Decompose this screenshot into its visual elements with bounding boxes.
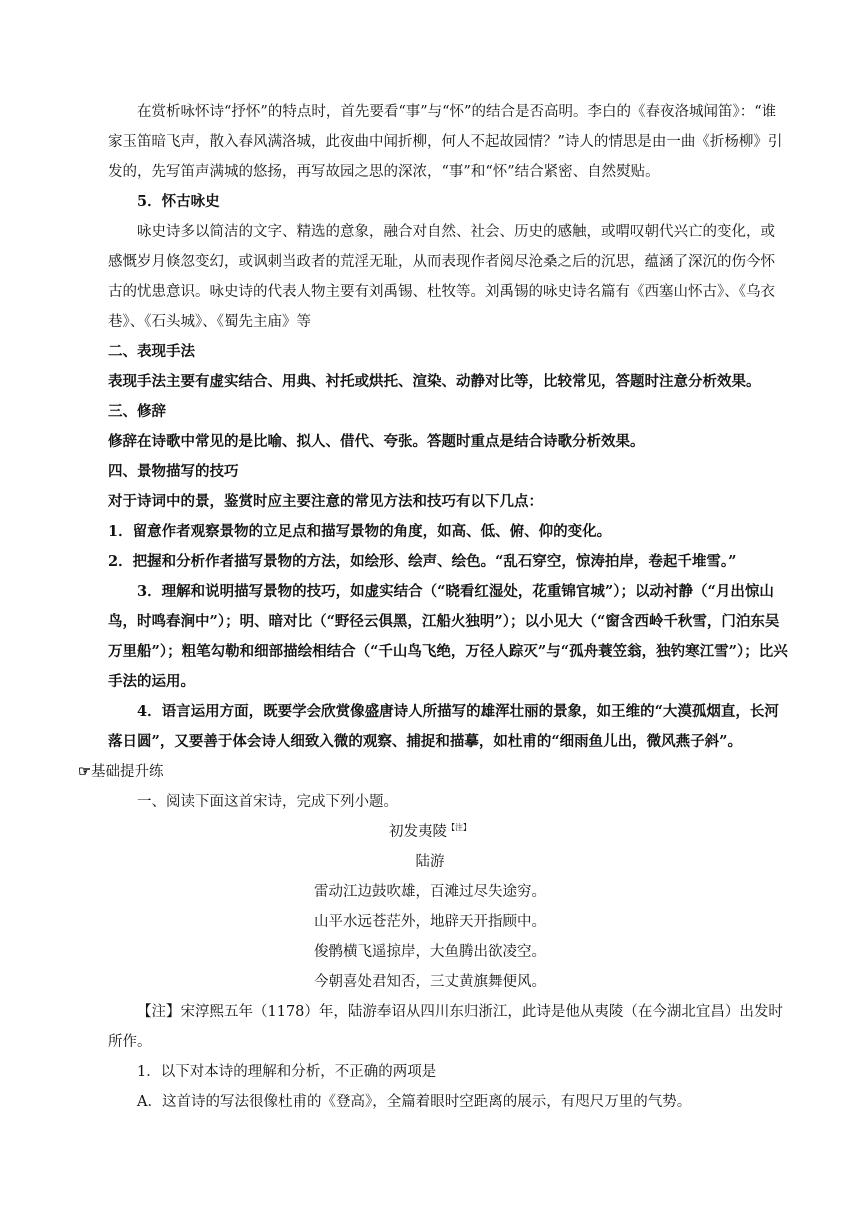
paragraph-4: 对于诗词中的景，鉴赏时应主要注意的常见方法和技巧有以下几点： [108, 493, 543, 510]
list-item-1: 1．留意作者观察景物的立足点和描写景物的角度，如高、低、俯、仰的变化。 [108, 523, 612, 540]
question-1: 1．以下对本诗的理解和分析，不正确的两项是 [137, 1064, 437, 1080]
poem-line: 雷动江边鼓吹雄，百滩过尽失途穷。 [314, 884, 546, 900]
note-marker: 【注】 [447, 823, 471, 832]
question-intro: 一、阅读下面这首宋诗，完成下列小题。 [137, 794, 398, 810]
list-item-2: 2．把握和分析作者描写景物的方法，如绘形、绘声、绘色。“乱石穿空，惊涛拍岸，卷起千堆雪。” [108, 553, 737, 570]
pointing-hand-icon: ☞ [78, 763, 91, 780]
list-item-3: 3．理解和说明描写景物的技巧，如虚实结合（“晓看红湿处，花重锦官城”）；以动衬静（“月出惊山鸟，时鸣春涧中”）；明、暗对比（“野径云俱黑，江船火独明”）；以小见大（“窗含西岭千秋雪，门泊东吴万里船”）；粗笔勾勒和细部描绘相结合（“千山鸟飞绝，万径人踪灭”与“孤舟蓑笠翁，独钓寒江雪”）；比兴手法的运用。 [108, 583, 788, 690]
paragraph-2: 表现手法主要有虚实结合、用典、衬托或烘托、渲染、动静对比等，比较常见，答题时注意分析效果。 [108, 373, 761, 390]
paragraph-3: 修辞在诗歌中常见的是比喻、拟人、借代、夸张。答题时重点是结合诗歌分析效果。 [108, 433, 645, 450]
section-heading-2: 二、表现手法 [108, 343, 195, 360]
poem-note: 【注】宋淳熙五年（1178）年，陆游奉诏从四川东归浙江，此诗是他从夷陵（在今湖北宜昌）出发时所作。 [108, 1004, 783, 1050]
section-heading-3: 三、修辞 [108, 403, 166, 420]
paragraph-5: 咏史诗多以简洁的文字、精选的意象，融合对自然、社会、历史的感触，或喟叹朝代兴亡的变化，或感慨岁月倏忽变幻，或讽刺当政者的荒淫无耻，从而表现作者阅尽沧桑之后的沉思，蕴涵了深沉的伤今怀古的忧患意识。咏史诗的代表人物主要有刘禹锡、杜牧等。刘禹锡的咏史诗名篇有《西塞山怀古》、《乌衣巷》、《石头城》、《蜀先主庙》等 [108, 224, 775, 330]
intro-paragraph: 在赏析咏怀诗“抒怀”的特点时，首先要看“事”与“怀”的结合是否高明。李白的《春夜洛城闻笛》：“谁家玉笛暗飞声，散入春风满洛城，此夜曲中闻折柳，何人不起故园情？”诗人的情思是由一曲《折杨柳》引发的，先写笛声满城的悠扬，再写故园之思的深浓，“事”和“怀”结合紧密、自然熨贴。 [108, 104, 783, 180]
section-heading-4: 四、景物描写的技巧 [108, 463, 239, 480]
poem-line: 俊鹘横飞遥掠岸，大鱼腾出欲凌空。 [314, 944, 546, 960]
poem-author: 陆游 [415, 854, 445, 870]
practice-heading: ☞基础提升练 [78, 763, 164, 780]
option-a: A．这首诗的写法很像杜甫的《登高》，全篇着眼时空距离的展示，有咫尺万里的气势。 [137, 1094, 692, 1110]
poem-title: 初发夷陵$^{【注】}$ [389, 823, 471, 840]
section-heading-5: 5．怀古咏史 [137, 193, 220, 210]
poem-line: 山平水远苍茫外，地辟天开指顾中。 [314, 914, 546, 930]
list-item-4: 4．语言运用方面，既要学会欣赏像盛唐诗人所描写的雄浑壮丽的景象，如王维的“大漠孤烟直，长河落日圆”，又要善于体会诗人细致入微的观察、捕捉和描摹，如杜甫的“细雨鱼儿出，微风燕子斜”。 [108, 703, 779, 750]
poem-line: 今朝喜处君知否，三丈黄旗舞便风。 [314, 974, 546, 990]
